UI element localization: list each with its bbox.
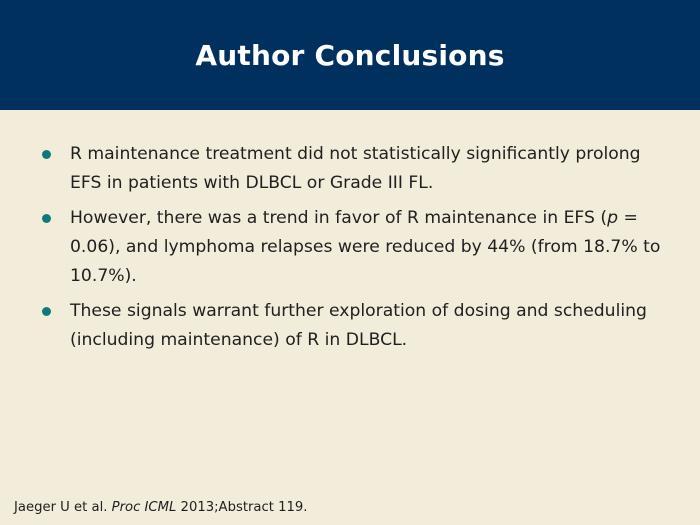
bullet-item-3 xyxy=(42,297,662,355)
bullet-dot-icon xyxy=(42,307,51,316)
bullet-text: R maintenance treatment did not statistically significantly prolong EFS in patients with DLBCL or Grade III FL. xyxy=(70,144,641,193)
citation-details: 2013;Abstract 119. xyxy=(176,500,308,515)
bullet-item-2 xyxy=(42,204,662,291)
bullet-text-end: = 0.06), and lymphoma relapses were reduced by 44% (from 18.7% to 10.7%). xyxy=(70,208,661,286)
citation-authors: Jaeger U et al. xyxy=(14,500,112,515)
bullet-text-start: However, there was a trend in favor of R maintenance in EFS ( xyxy=(70,208,608,228)
bullet-dot-icon xyxy=(42,150,51,159)
bullet-text: These signals warrant further exploration of dosing and scheduling (including maintenance) of R in DLBCL. xyxy=(70,301,647,350)
title-banner xyxy=(0,0,700,110)
citation xyxy=(14,500,307,515)
p-value-symbol: p xyxy=(607,208,619,228)
slide-title: Author Conclusions xyxy=(195,38,505,72)
bullet-dot-icon xyxy=(42,214,51,223)
bullet-list xyxy=(42,140,662,361)
bullet-item-1 xyxy=(42,140,662,198)
citation-journal: Proc ICML xyxy=(111,500,177,515)
